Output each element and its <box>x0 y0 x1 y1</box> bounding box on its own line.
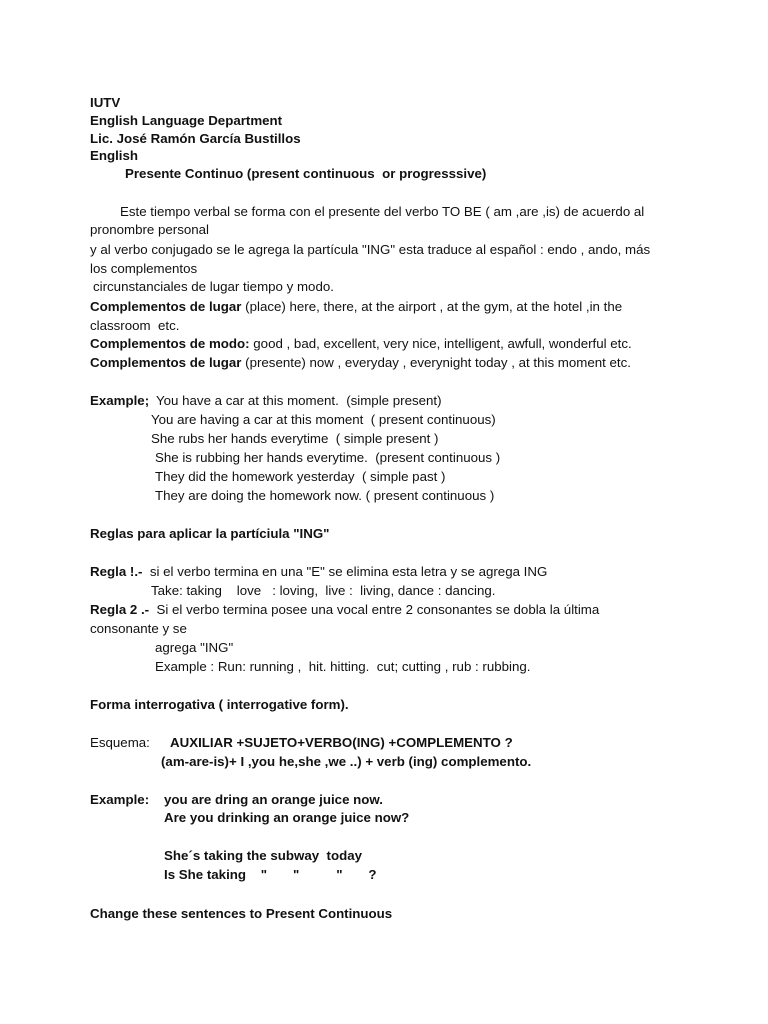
rule-2-text: Si el verbo termina posee una vocal entre 2 consonantes se dobla la última <box>149 602 600 617</box>
subject-name: English <box>90 148 139 163</box>
example-line: She rubs her hands everytime ( simple present ) <box>151 431 439 446</box>
rule-1-text: si el verbo termina en una "E" se elimina esta letra y se agrega ING <box>142 564 548 579</box>
rules-heading: Reglas para aplicar la partíciula "ING" <box>90 526 330 541</box>
department-name: English Language Department <box>90 113 283 128</box>
examples-label: Example; <box>90 393 150 408</box>
complement-time <box>90 353 631 372</box>
complement-manner <box>90 334 632 353</box>
example-line: She is rubbing her hands everytime. (present continuous ) <box>155 450 501 465</box>
example-line: They did the homework yesterday ( simple past ) <box>155 469 446 484</box>
rule-2 <box>90 600 599 619</box>
rule-1 <box>90 562 547 581</box>
example-line: You have a car at this moment. (simple present) <box>156 393 442 408</box>
complement-time-text: (presente) now , everyday , everynight today , at this moment etc. <box>241 355 631 370</box>
interrogative-example: Is She taking " " " ? <box>164 867 377 882</box>
interrogative-example-label: Example: <box>90 792 150 807</box>
page-title: Presente Continuo (present continuous or progresssive) <box>125 166 487 181</box>
interrogative-example: She´s taking the subway today <box>164 848 363 863</box>
scheme-label: Esquema: <box>90 735 150 750</box>
example-line: You are having a car at this moment ( present continuous) <box>151 412 496 427</box>
complement-place <box>90 297 622 316</box>
scheme-formula: AUXILIAR +SUJETO+VERBO(ING) +COMPLEMENTO ? <box>170 735 513 750</box>
complement-place-cont: classroom etc. <box>90 318 180 333</box>
rule-2-label: Regla 2 .- <box>90 602 150 617</box>
rule-1-label: Regla !.- <box>90 564 143 579</box>
intro-line-3: y al verbo conjugado se le agrega la partícula "ING" esta traduce al español : endo , ando, más <box>90 242 651 257</box>
rule-2-cont: consonante y se <box>90 621 187 636</box>
complement-place-label: Complementos de lugar <box>90 299 242 314</box>
rule-2-example: Example : Run: running , hit. hitting. cut; cutting , rub : rubbing. <box>155 659 531 674</box>
interrogative-example: you are dring an orange juice now. <box>164 792 383 807</box>
example-line: They are doing the homework now. ( present continuous ) <box>155 488 495 503</box>
teacher-name: Lic. José Ramón García Bustillos <box>90 131 301 146</box>
school-name: IUTV <box>90 95 121 110</box>
complement-manner-text: good , bad, excellent, very nice, intelligent, awfull, wonderful etc. <box>249 336 632 351</box>
interrogative-example: Are you drinking an orange juice now? <box>164 810 410 825</box>
complement-manner-label: Complementos de modo: <box>90 336 250 351</box>
complement-place-text: (place) here, there, at the airport , at the gym, at the hotel ,in the <box>241 299 623 314</box>
exercise-heading: Change these sentences to Present Continuous <box>90 906 393 921</box>
intro-line-5: circunstanciales de lugar tiempo y modo. <box>93 279 334 294</box>
scheme-detail: (am-are-is)+ I ,you he,she ,we ..) + verb (ing) complemento. <box>161 754 532 769</box>
intro-line-2: pronombre personal <box>90 222 210 237</box>
interrogative-heading: Forma interrogativa ( interrogative form). <box>90 697 349 712</box>
rule-2-cont-2: agrega "ING" <box>155 640 234 655</box>
intro-line-1: Este tiempo verbal se forma con el presente del verbo TO BE ( am ,are ,is) de acuerdo al <box>120 204 645 219</box>
complement-time-label: Complementos de lugar <box>90 355 242 370</box>
intro-line-4: los complementos <box>90 261 198 276</box>
rule-1-example: Take: taking love : loving, live : living, dance : dancing. <box>151 583 496 598</box>
